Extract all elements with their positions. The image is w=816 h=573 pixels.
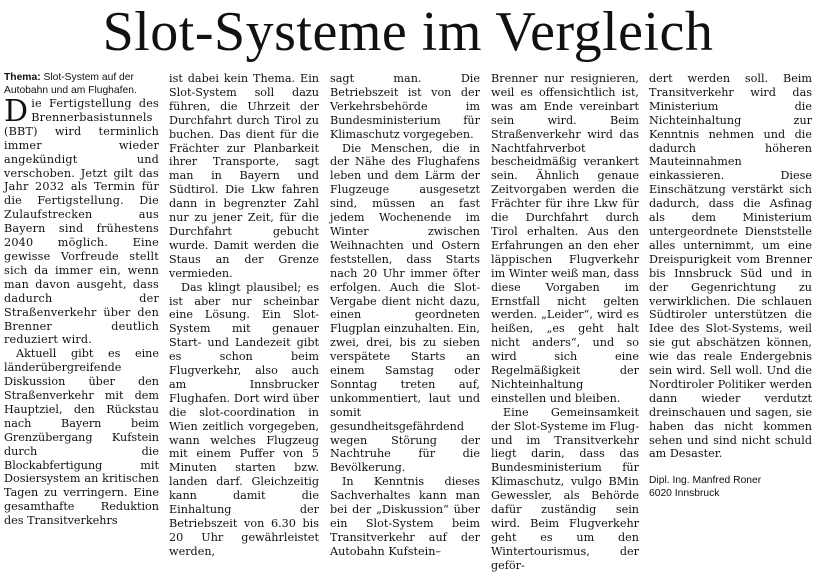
paragraph: Die Menschen, die in der Nähe des Flughafens leben und dem Lärm der Flugzeuge ausgesetzt sind, müssen an fast jedem Wochenende im Winter zwischen Weihnachten und Ostern feststellen, dass Starts nach 20 Uhr immer öfter erfolgen. Auch die Slot-Vergabe dient nicht dazu, einen geordneten Flugplan einzuhalten. Ein, zwei, drei, bis zu sieben verspätete Starts an einem Samstag oder Sonntag treten auf, unkommentiert, laut und somit gesundheitsgefährdend wegen Störung der Nachtruhe für die Bevölkerung. [330,141,480,475]
paragraph: Brenner nur resignieren, weil es offensichtlich ist, was am Ende vereinbart sein wird. Beim Straßenverkehr wird das Nachtfahrverbot bescheidmäßig verankert sein. Ähnlich genaue Zeitvorgaben werden die Frächter für ihre Lkw für die Durchfahrt durch Tirol erhalten. Aus den Erfahrungen an den eher läppischen Flugverkehr im Winter weiß man, dass diese Vorgaben im Ernstfall nicht gelten werden. „Leider“, wird es heißen, „es geht halt nicht anders“, und so wird sich eine Regelmäßigkeit der Nichteinhaltung einstellen und bleiben. [491,72,639,405]
paragraph: dert werden soll. Beim Transitverkehr wird das Ministerium die Nichteinhaltung zur Kenntnis nehmen und die dadurch höheren Mauteinnahmen einkassieren. Diese Einschätzung verstärkt sich dadurch, dass die Asfinag als dem Ministerium untergeordnete Dienststelle alles unternimmt, um eine Dreispurigkeit vom Brenner bis Innsbruck Süd und in der Gegenrichtung zu verwirklichen. Die schlauen Südtiroler unterstützen die Idee des Slot-Systems, weil sie gut abschätzen können, wie das reale Endergebnis sein wird. Sell woll. Und die Nordtiroler Politiker werden dann wieder verdutzt dreinschauen und sagen, sie haben das nicht kommen sehen und sind nicht schuld am Desaster. [649,72,812,461]
paragraph: Das klingt plausibel; es ist aber nur scheinbar eine Lösung. Ein Slot-System mit genauer Start- und Landezeit gibt es schon beim Flugverkehr, also auch am Innsbrucker Flughafen. Dort wird über die slot-coordination in Wien zeitlich vorgegeben, wann welches Flugzeug mit einem Puffer von 5 Minuten starten bzw. landen darf. Gleichzeitig kann damit die Einhaltung der Betriebszeit von 6.30 bis 20 Uhr gewährleistet werden, [169,280,319,558]
column-3 [330,72,480,558]
paragraph: ist dabei kein Thema. Ein Slot-System soll dazu führen, die Uhrzeit der Durchfahrt durch Tirol zu buchen. Das dient für die Frächter zur Planbarkeit ihrer Transporte, sagt man in Bayern und Südtirol. Die Lkw fahren dann in begrenzter Zahl nur zu jener Zeit, für die Durchfahrt gebucht wurde. Damit werden die Staus an der Grenze vermieden. [169,72,319,280]
author-place: 6020 Innsbruck [649,487,720,499]
paragraph: Aktuell gibt es eine länderübergreifende Diskussion über den Straßenverkehr mit dem Hauptziel, den Rückstau nach Bayern beim Grenzübergang Kufstein durch die Blockabfertigung mit Dosiersystem an kritischen Tagen zu verringern. Eine gesamthafte Reduktion des Transitverkehrs [4,347,159,528]
headline: Slot-Systeme im Vergleich [102,1,714,63]
column-5 [649,72,812,499]
author-name: Dipl. Ing. Manfred Roner [649,475,762,487]
paragraph: Die Fertigstellung des Brennerbasistunnels (BBT) wird terminlich immer wieder angekündigt und verschoben. Jetzt gilt das Jahr 2032 als Termin für die Fertigstellung. Die Zulaufstrecken aus Bayern sind frühestens 2040 möglich. Eine gewisse Vorfreude stellt sich da immer ein, wenn man davon ausgeht, dass dadurch der Straßenverkehr über den Brenner deutlich reduziert wird. [4,94,159,347]
topic-line [4,72,159,97]
paragraph: In Kenntnis dieses Sachverhaltes kann man bei der „Diskussion“ über ein Slot-System beim Transitverkehr auf der Autobahn Kufstein– [330,475,480,558]
paragraph: Eine Gemeinsamkeit der Slot-Systeme im Flug- und im Transitverkehr liegt darin, dass das Bundesministerium für Klimaschutz, vulgo BMin Gewessler, als Behörde dafür zuständig sein wird. Beim Flugverkehr geht es um den Wintertourismus, der geför- [491,405,639,572]
column-2 [169,72,319,558]
column-4 [491,72,639,572]
column-1 [4,72,159,528]
topic-label: Thema: [4,72,41,83]
paragraph: sagt man. Die Betriebszeit ist von der Verkehrsbehörde im Bundesministerium für Klimaschutz vorgegeben. [330,72,480,141]
topic-text: Slot-System auf der Autobahn und am Flughafen. [4,72,137,96]
